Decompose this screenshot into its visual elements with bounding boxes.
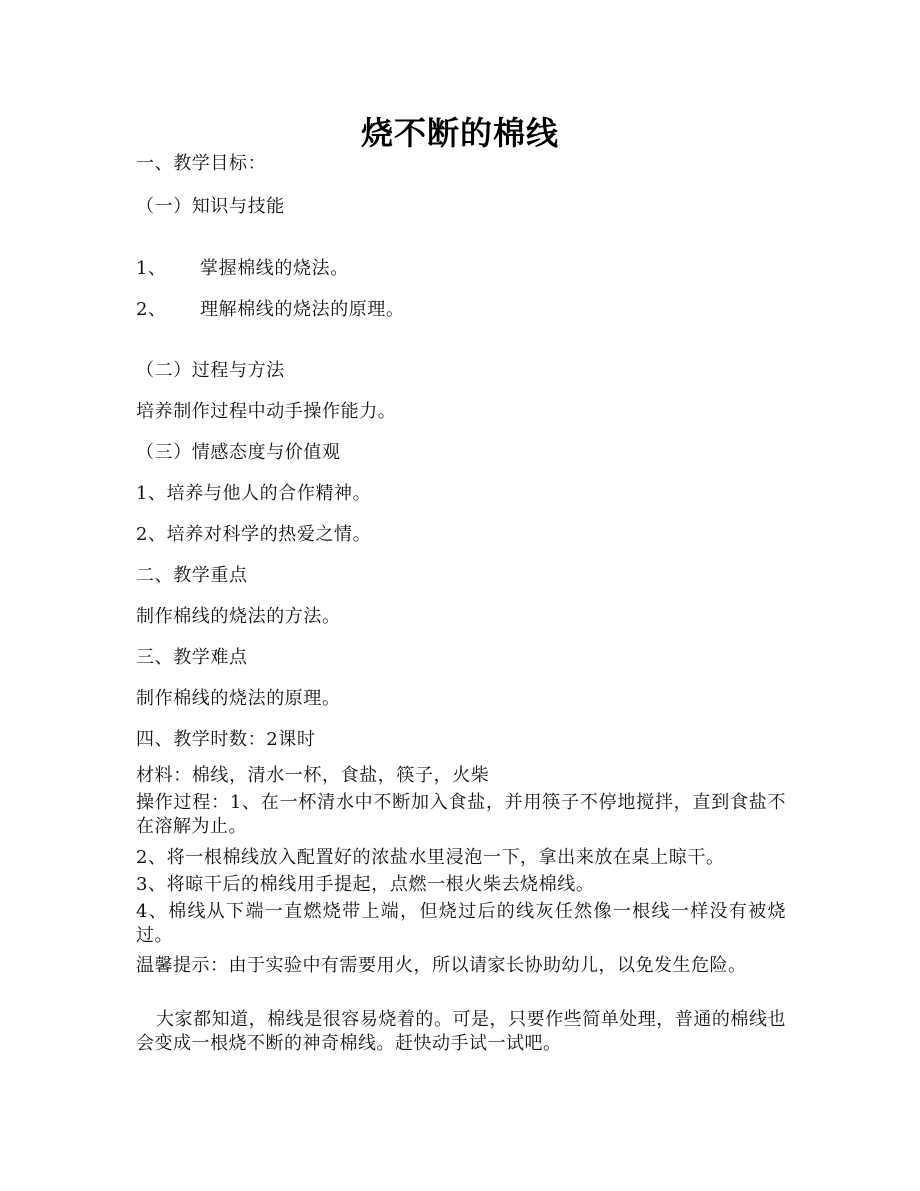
procedure-step: 2、将一根棉线放入配置好的浓盐水里浸泡一下，拿出来放在桌上晾干。 xyxy=(136,847,725,868)
section-heading-objectives: 一、教学目标： xyxy=(136,153,267,174)
subheading-process-method: （二）过程与方法 xyxy=(136,360,285,381)
procedure-step: 3、将晾干后的棉线用手提起，点燃一根火柴去烧棉线。 xyxy=(136,874,595,895)
list-item-number: 2、 xyxy=(136,299,167,320)
procedure-step: 4、棉线从下端一直燃烧带上端，但烧过后的线灰任然像一根线一样没有被烧过。 xyxy=(136,901,786,946)
list-item-text: 掌握棉线的烧法。 xyxy=(200,258,349,279)
document-title: 烧不断的棉线 xyxy=(360,114,559,152)
list-item: 2、培养对科学的热爱之情。 xyxy=(136,524,372,545)
tip-text: 温馨提示：由于实验中有需要用火，所以请家长协助幼儿，以免发生危险。 xyxy=(136,955,747,976)
list-item-text: 理解棉线的烧法的原理。 xyxy=(200,299,405,320)
list-item xyxy=(136,298,405,322)
section-heading-difficulties: 三、教学难点 xyxy=(136,647,248,668)
process-method-text: 培养制作过程中动手操作能力。 xyxy=(136,401,397,422)
difficulties-text: 制作棉线的烧法的原理。 xyxy=(136,688,341,709)
key-points-text: 制作棉线的烧法的方法。 xyxy=(136,606,341,627)
subheading-knowledge-skills: （一）知识与技能 xyxy=(136,196,285,217)
list-item: 1、培养与他人的合作精神。 xyxy=(136,483,372,504)
subheading-attitude-values: （三）情感态度与价值观 xyxy=(136,442,341,463)
section-heading-key-points: 二、教学重点 xyxy=(136,565,248,586)
list-item-number: 1、 xyxy=(136,258,167,279)
list-item xyxy=(136,257,349,281)
procedure-step: 操作过程：1、在一杯清水中不断加入食盐，并用筷子不停地搅拌，直到食盐不在溶解为止。 xyxy=(136,792,786,837)
materials-text: 材料：棉线，清水一杯，食盐，筷子，火柴 xyxy=(136,765,490,786)
closing-paragraph: 大家都知道，棉线是很容易烧着的。可是，只要作些简单处理，普通的棉线也会变成一根烧不断的神奇棉线。赶快动手试一试吧。 xyxy=(136,1009,786,1054)
section-heading-hours: 四、教学时数：2课时 xyxy=(136,729,316,750)
